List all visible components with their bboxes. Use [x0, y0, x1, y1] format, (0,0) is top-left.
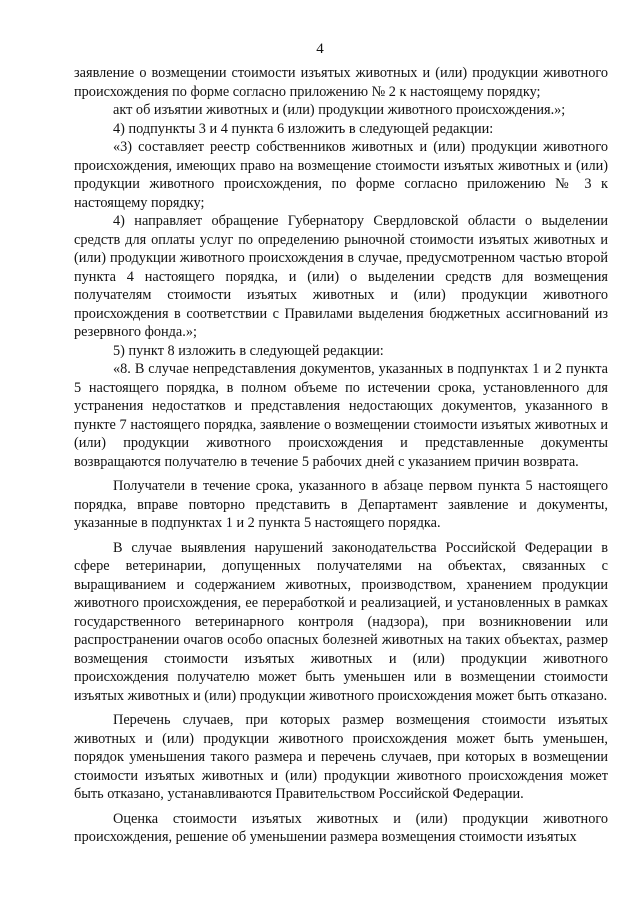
paragraph: акт об изъятии животных и (или) продукции животного происхождения.»;	[113, 102, 566, 118]
paragraph: Получатели в течение срока, указанного в абзаце первом пункта 5 настоящего порядка, вправе повторно представить в Департамент заявление и документы, указанные в подпунктах 1 и 2 пункта 5 настоящего порядка.	[74, 478, 608, 531]
paragraph: заявление о возмещении стоимости изъятых животных и (или) продукции животного происхождения по форме согласно приложению № 2 к настоящему порядку;	[74, 65, 608, 100]
paragraph: Оценка стоимости изъятых животных и (или) продукции животного происхождения, решение об уменьшении размера возмещения стоимости изъятых	[74, 810, 608, 845]
paragraph: «3) составляет реестр собственников животных и (или) продукции животного происхождения, имеющих право на возмещение стоимости изъятых животных и (или) продукции животного происхождения, по форме согласно приложению № 3 к настоящему порядку;	[74, 139, 608, 211]
paragraph: «8. В случае непредставления документов, указанных в подпунктах 1 и 2 пункта 5 настоящего порядка, в полном объеме по истечении срока, установленного для устранения недостатков и представления недостающих документов, указанного в пункте 7 настоящего порядка, заявление о возмещении стоимости изъятых животных и (или) продукции животного происхождения и представленные документы возвращаются получателю в течение 5 рабочих дней с указанием причин возврата.	[74, 361, 608, 470]
paragraph: Перечень случаев, при которых размер возмещения стоимости изъятых животных и (или) продукции животного происхождения может быть уменьшен, порядок уменьшения такого размера и перечень случаев, при которых в возмещении стоимости изъятых животных и (или) продукции животного происхождения может быть отказано, устанавливаются Правительством Российской Федерации.	[74, 712, 608, 802]
paragraph: 4) подпункты 3 и 4 пункта 6 изложить в следующей редакции:	[113, 120, 494, 137]
paragraph: 5) пункт 8 изложить в следующей редакции:	[113, 342, 384, 359]
page-number: 4	[316, 41, 324, 57]
paragraph: В случае выявления нарушений законодательства Российской Федерации в сфере ветеринарии, допущенных получателями на объектах, связанных с выращиванием и содержанием животных, производством, хранением продукции животного происхождения, ее переработкой и реализацией, и установленных в рамках государственного ветеринарного контроля (надзора), при возникновении или распространении очагов особо опасных болезней животных на таких объектах, размер возмещения стоимости изъятых животных и (или) продукции животного происхождения получателю может быть уменьшен или в возмещении стоимости изъятых животных и (или) продукции животного происхождения может быть отказано.	[74, 539, 608, 704]
paragraph: 4) направляет обращение Губернатору Свердловской области о выделении средств для оплаты услуг по определению рыночной стоимости изъятых животных и (или) продукции животного происхождения в случае, предусмотренном частью второй пункта 4 настоящего порядка, и (или) о выделении средств для возмещения получателям стоимости изъятых животных и (или) продукции животного происхождения в соответствии с Правилами выделения бюджетных ассигнований из резервного фонда.»;	[74, 213, 608, 340]
document-body	[74, 64, 608, 847]
